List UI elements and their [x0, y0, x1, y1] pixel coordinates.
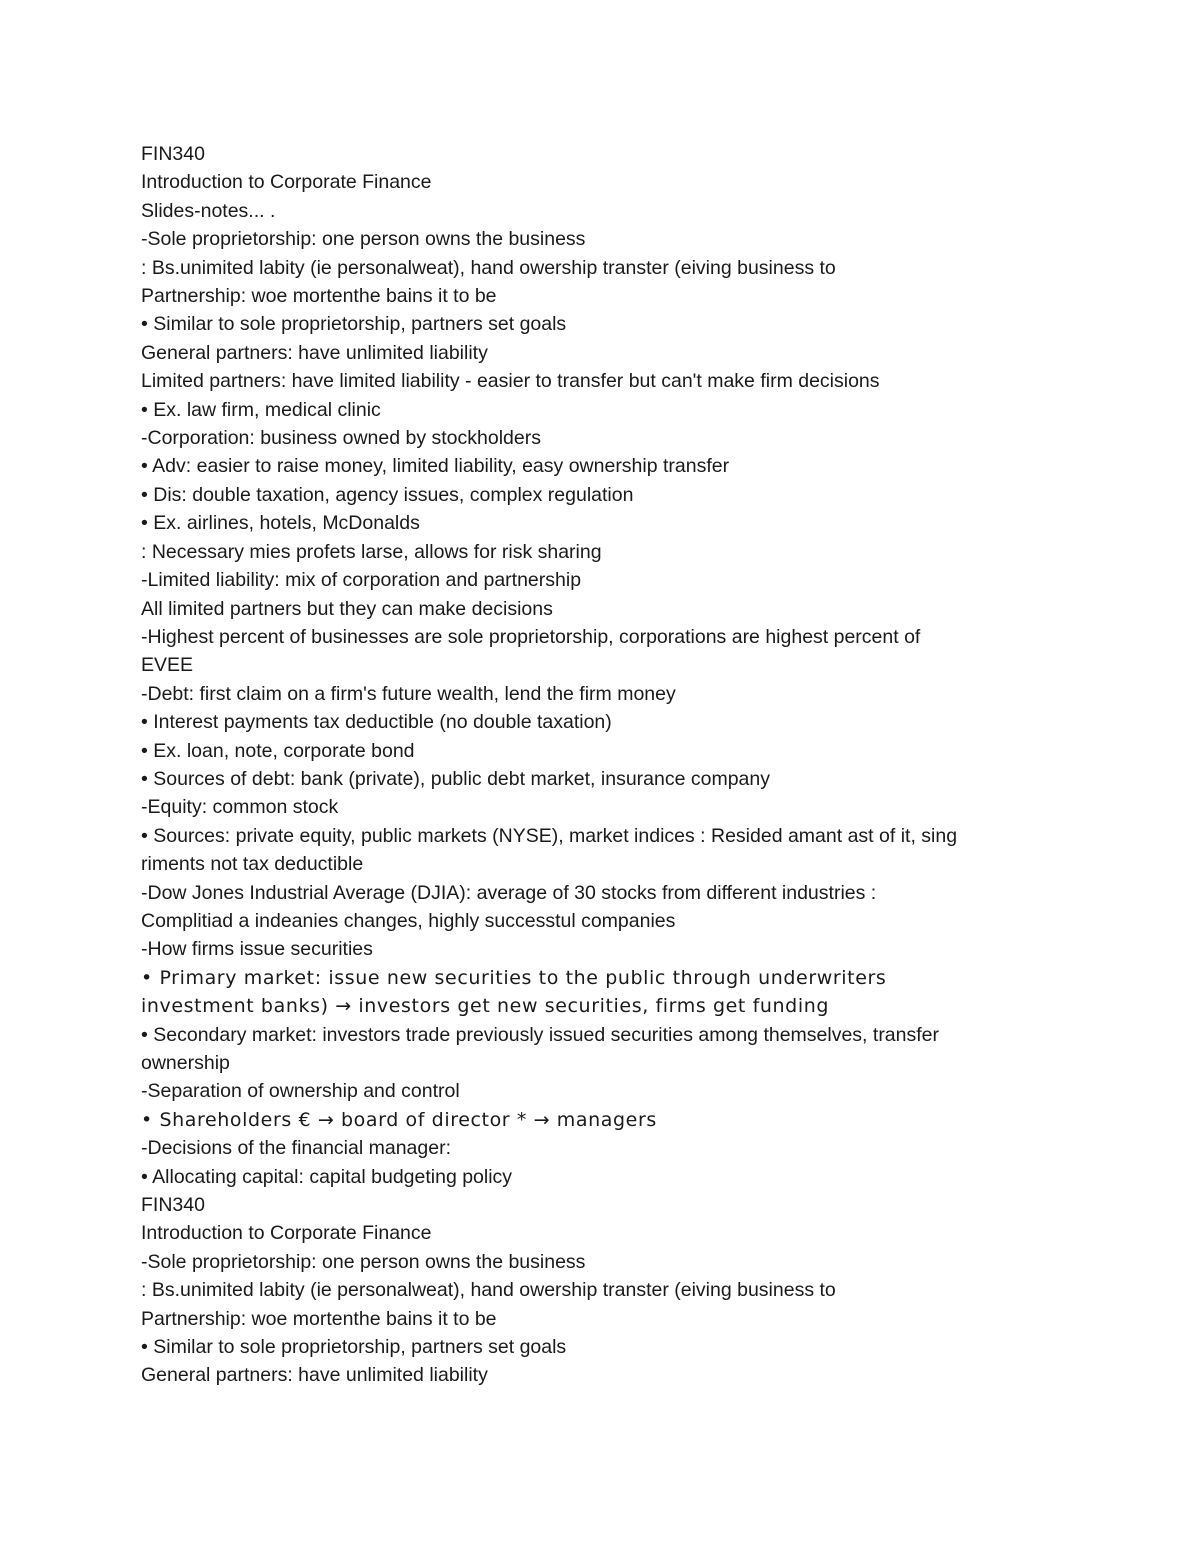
text-line: All limited partners but they can make decisions: [141, 597, 553, 620]
bullet-line: • Shareholders € → board of director * → managers: [141, 1108, 657, 1131]
text-line: -Decisions of the financial manager:: [141, 1137, 451, 1160]
bullet-line: • Dis: double taxation, agency issues, complex regulation: [141, 483, 634, 506]
text-line: -Separation of ownership and control: [141, 1080, 460, 1103]
bullet-line: • Allocating capital: capital budgeting policy: [141, 1165, 513, 1188]
text-line: Partnership: woe mortenthe bains it to be: [141, 1307, 497, 1330]
text-line: -Equity: common stock: [141, 796, 339, 819]
bullet-line: • Adv: easier to raise money, limited liability, easy ownership transfer: [141, 455, 730, 478]
text-line: -Corporation: business owned by stockholders: [141, 427, 541, 450]
course-code: FIN340: [141, 143, 205, 165]
text-line: General partners: have unlimited liability: [141, 1364, 488, 1387]
text-line: Complitiad a indeanies changes, highly successtul companies: [141, 909, 676, 932]
text-line: Partnership: woe mortenthe bains it to be: [141, 285, 497, 308]
document-body: [141, 140, 1061, 1390]
course-code: FIN340: [141, 1194, 205, 1217]
text-line: : Necessary mies profets larse, allows for risk sharing: [141, 540, 602, 563]
bullet-line: • Ex. law firm, medical clinic: [141, 398, 381, 421]
course-title: Introduction to Corporate Finance: [141, 171, 432, 194]
text-line: -Sole proprietorship: one person owns the business: [141, 228, 586, 251]
text-line: General partners: have unlimited liability: [141, 341, 488, 364]
bullet-line: • Sources: private equity, public markets (NYSE), market indices : Resided amant ast of it, sing: [141, 824, 958, 847]
bullet-line: • Ex. airlines, hotels, McDonalds: [141, 512, 420, 535]
bullet-line: • Similar to sole proprietorship, partners set goals: [141, 313, 567, 336]
text-line: -Sole proprietorship: one person owns the business: [141, 1250, 586, 1273]
text-line: investment banks) → investors get new securities, firms get funding: [141, 995, 830, 1018]
text-line: : Bs.unimited labity (ie personalweat), hand owership transter (eiving business to: [141, 256, 836, 279]
bullet-line: • Interest payments tax deductible (no double taxation): [141, 711, 612, 734]
bullet-line: • Ex. loan, note, corporate bond: [141, 739, 415, 762]
text-line: -Debt: first claim on a firm's future wealth, lend the firm money: [141, 682, 676, 705]
text-line: riments not tax deductible: [141, 853, 364, 876]
text-line: : Bs.unimited labity (ie personalweat), hand owership transter (eiving business to: [141, 1279, 836, 1302]
text-line: -Highest percent of businesses are sole proprietorship, corporations are highest percent of: [141, 625, 921, 648]
text-line: -Limited liability: mix of corporation and partnership: [141, 569, 582, 592]
bullet-line: • Sources of debt: bank (private), public debt market, insurance company: [141, 767, 770, 790]
text-line: Slides-notes... .: [141, 199, 276, 222]
text-line: -How firms issue securities: [141, 938, 373, 961]
text-line: ownership: [141, 1052, 230, 1074]
text-line: EVEE: [141, 654, 194, 677]
course-title: Introduction to Corporate Finance: [141, 1222, 432, 1245]
text-line: Limited partners: have limited liability - easier to transfer but can't make firm decisions: [141, 370, 880, 393]
bullet-line: • Secondary market: investors trade previously issued securities among themselves, transfer: [141, 1023, 940, 1046]
bullet-line: • Similar to sole proprietorship, partners set goals: [141, 1336, 567, 1359]
bullet-line: • Primary market: issue new securities to the public through underwriters: [141, 966, 887, 989]
text-line: -Dow Jones Industrial Average (DJIA): average of 30 stocks from different industries :: [141, 881, 877, 904]
